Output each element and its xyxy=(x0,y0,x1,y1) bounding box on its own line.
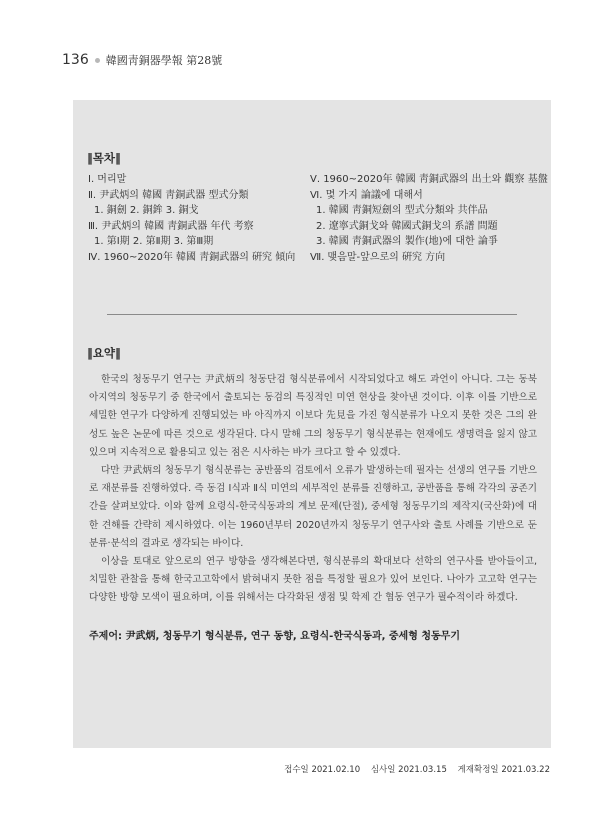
summary-heading: ‖요약‖ xyxy=(87,346,121,360)
page-number: 136 xyxy=(62,52,89,68)
submission-dates xyxy=(276,763,550,775)
toc-item: Ⅲ. 尹武炳의 韓國 靑銅武器 年代 考察 xyxy=(88,220,254,232)
toc-item: Ⅱ. 尹武炳의 韓國 靑銅武器 型式分類 xyxy=(88,189,249,201)
toc-item: Ⅰ. 머리말 xyxy=(88,174,127,185)
toc-right-column xyxy=(310,172,548,266)
toc-subitem: 1. 韓國 靑銅短劍의 型式分類와 共伴品 xyxy=(316,205,488,217)
summary-paragraph: 다만 尹武炳의 청동무기 형식분류는 공반품의 검토에서 오류가 발생하는데 필자는 선생의 연구를 기반으로 재분류를 진행하였다. 즉 동검 Ⅰ식과 Ⅱ식 미연의 세부적인 분류를 진행하고, 공반품을 통해 각각의 공존기간을 살펴보았다. 이와 함께 요령식-한국식동과의 계보 문제(단절), 중세형 청동무기의 제작지(국산화)에 대한 견해를 간략히 제시하였다. 이는 1960년부터 2020년까지 청동무기 연구사와 출토 사례를 기반으로 둔 분류·분석의 결과로 생각되는 바이다. xyxy=(89,465,537,549)
toc-subitem: 2. 遼寧式銅戈와 韓國式銅戈의 系譜 問題 xyxy=(316,220,498,232)
summary-body xyxy=(89,371,537,608)
summary-paragraph: 한국의 청동무기 연구는 尹武炳의 청동단검 형식분류에서 시작되었다고 해도 과언이 아니다. 그는 동북아지역의 청동무기 중 한국에서 출토되는 동검의 특징적인 미연 현상을 찾아낸 것이다. 이후 이를 기반으로 세밀한 연구가 다양하게 진행되었는 바 아직까지 이보다 先見을 가진 형식분류가 나오지 못한 것은 그의 완성도 높은 논문에 따른 것으로 생각된다. 다시 말해 그의 청동무기 형식분류는 현재에도 생명력을 잃지 않고 있으며 지속적으로 활용되고 있는 점은 시사하는 바가 크다고 할 수 있겠다. xyxy=(89,374,537,458)
bullet-dot-icon xyxy=(95,58,100,63)
toc-subitem: 1. 第Ⅰ期 2. 第Ⅱ期 3. 第Ⅲ期 xyxy=(94,236,214,248)
toc-item: Ⅳ. 1960~2020年 韓國 靑銅武器의 硏究 傾向 xyxy=(88,251,296,263)
toc-left-column xyxy=(88,172,313,266)
accepted-date: 게재확정일 2021.03.22 xyxy=(457,765,550,775)
toc-item: Ⅴ. 1960~2020年 韓國 靑銅武器의 出土와 觀察 基盤 xyxy=(310,174,548,185)
review-date: 심사일 2021.03.15 xyxy=(370,765,447,775)
toc-item: Ⅶ. 맺음말-앞으로의 硏究 方向 xyxy=(310,251,446,263)
toc-subitem: 3. 韓國 靑銅武器의 製作(地)에 대한 論爭 xyxy=(316,236,498,248)
abstract-box xyxy=(73,100,551,748)
summary-paragraph: 이상을 토대로 앞으로의 연구 방향을 생각해본다면, 형식분류의 확대보다 선학의 연구사를 받아들이고, 치밀한 관찰을 통해 한국고고학에서 밝혀내지 못한 점을 특정할 필요가 있어 보인다. 나아가 고고학 연구는 다양한 방향 모색이 필요하며, 이를 위해서는 다각화된 생점 및 학제 간 협동 연구가 필수적이라 하겠다. xyxy=(89,556,537,604)
page-header xyxy=(62,52,222,68)
received-date: 접수일 2021.02.10 xyxy=(284,765,361,775)
toc-item: Ⅵ. 몇 가지 論議에 대해서 xyxy=(310,189,423,201)
journal-title: 韓國靑銅器學報 第28號 xyxy=(105,54,223,67)
section-divider xyxy=(107,314,517,315)
keywords-line: 주제어: 尹武炳, 청동무기 형식분류, 연구 동향, 요령식-한국식동과, 중세형 청동무기 xyxy=(89,631,460,642)
toc-heading: ‖목차‖ xyxy=(87,151,121,165)
toc-subitem: 1. 銅劍 2. 銅鉾 3. 銅戈 xyxy=(94,205,199,217)
